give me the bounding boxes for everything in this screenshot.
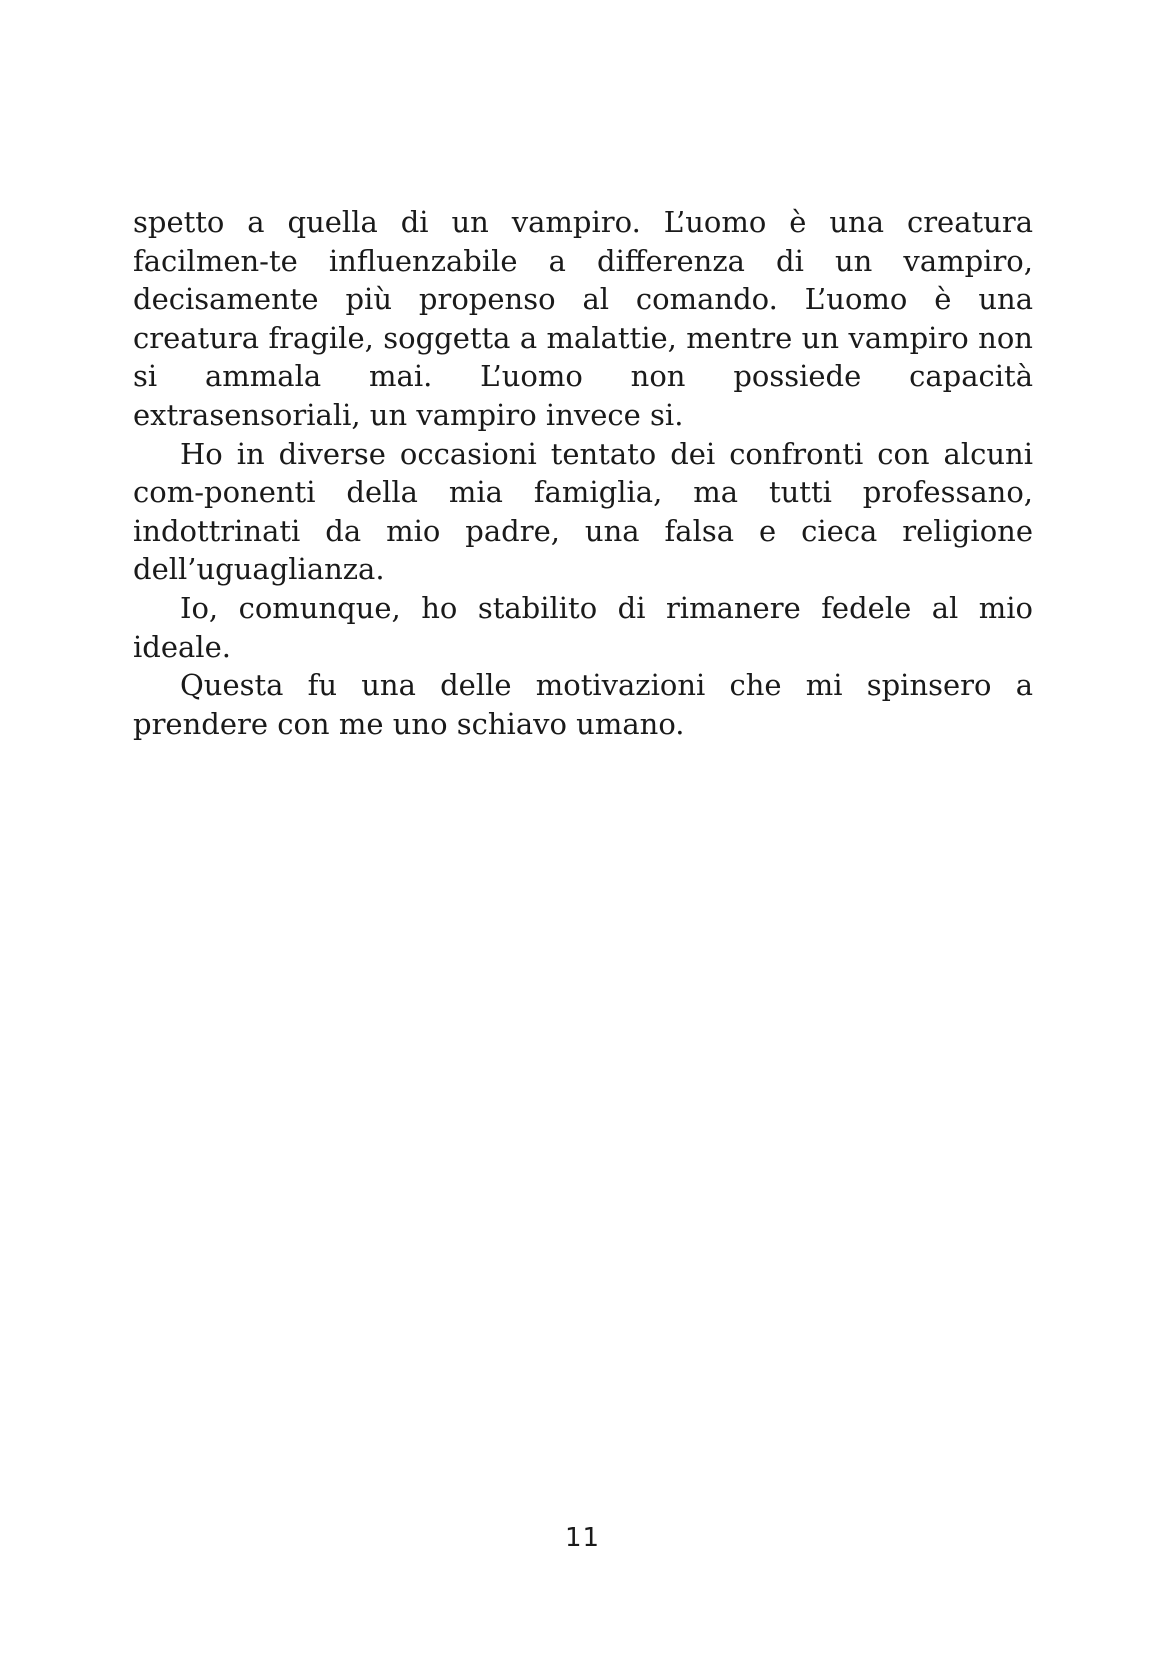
paragraph-2: Ho in diverse occasioni tentato dei confronti con alcuni com-ponenti della mia famiglia, ma tutti professano, indottrinati da mio padre, una falsa e cieca religione dell’uguaglianza. (133, 436, 1033, 587)
paragraph-4: Questa fu una delle motivazioni che mi spinsero a prendere con me uno schiavo umano. (133, 668, 1033, 741)
paragraph-3: Io, comunque, ho stabilito di rimanere fedele al mio ideale. (133, 590, 1033, 664)
page-number: 11 (564, 1523, 601, 1553)
paragraph-1: spetto a quella di un vampiro. L’uomo è una creatura facilmen-te influenzabile a differenza di un vampiro, decisamente più propenso al comando. L’uomo è una creatura fragile, soggetta a malattie, mentre un vampiro non si ammala mai. L’uomo non possiede capacità extrasensoriali, un vampiro invece si. (133, 205, 1033, 432)
body-text (133, 203, 1033, 743)
